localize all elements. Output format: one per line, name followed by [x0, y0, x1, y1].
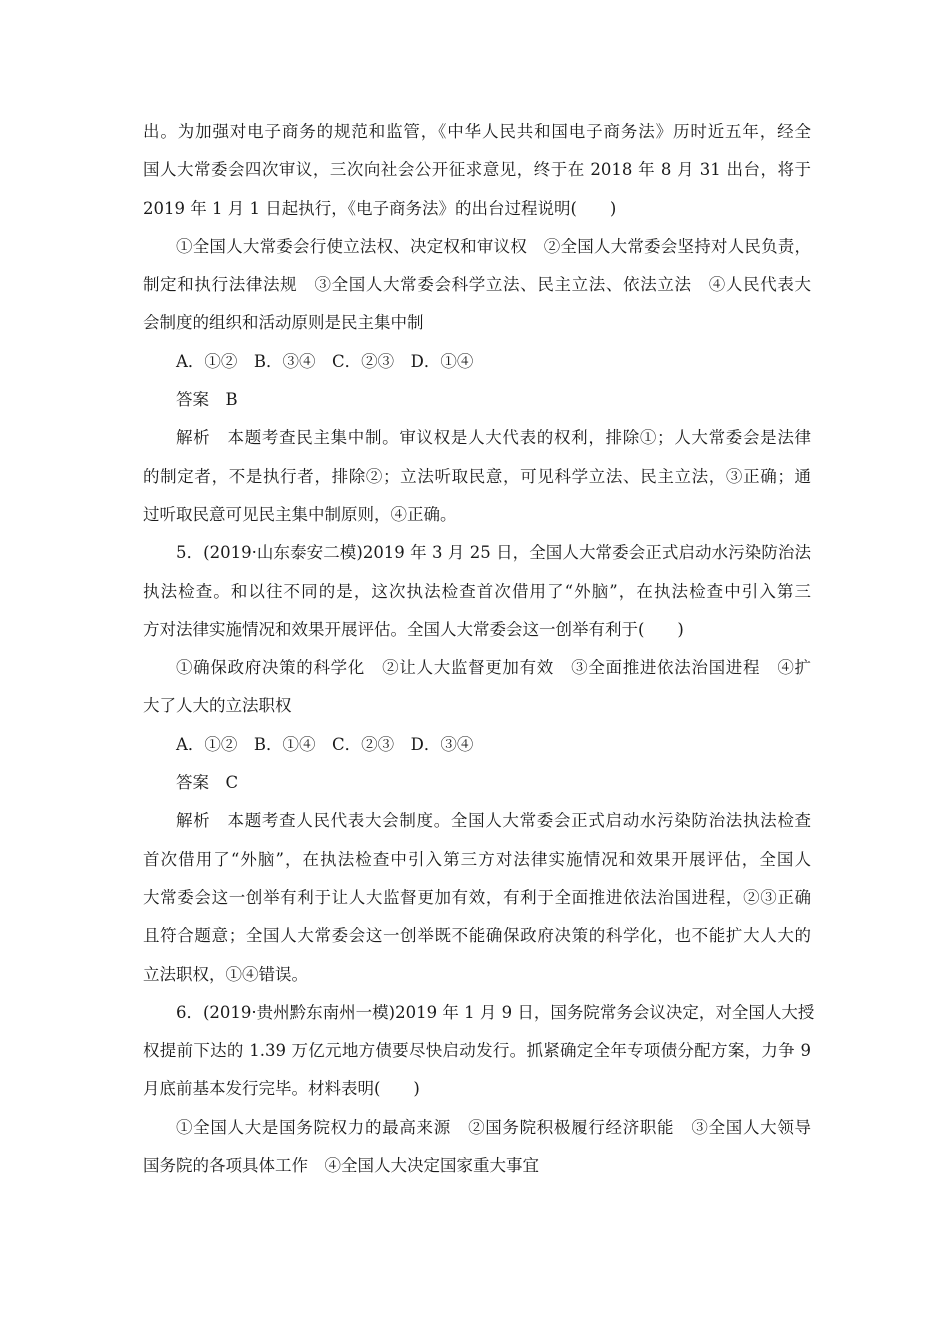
- text-line: 解析 本题考查民主集中制。审议权是人大代表的权利，排除①；人大常委会是法律: [176, 428, 811, 448]
- text-line: 2019 年 1 月 1 日起执行，《电子商务法》的出台过程说明( ): [143, 198, 617, 218]
- document-page: [143, 113, 815, 1185]
- text-line: 会制度的组织和活动原则是民主集中制: [143, 313, 424, 333]
- text-line: 出。为加强对电子商务的规范和监管，《中华人民共和国电子商务法》历时近五年，经全: [143, 122, 811, 141]
- text-line: ①全国人大常委会行使立法权、决定权和审议权 ②全国人大常委会坚持对人民负责，: [176, 236, 811, 256]
- text-line: 执法检查。和以往不同的是，这次执法检查首次借用了“外脑”，在执法检查中引入第三: [143, 581, 811, 601]
- text-line: 的制定者，不是执行者，排除②；立法听取民意，可见科学立法、民主立法，③正确；通: [143, 466, 811, 486]
- text-line: 6．(2019·贵州黔东南州一模)2019 年 1 月 9 日，国务院常务会议决定，对全国人大授: [176, 1002, 815, 1022]
- text-line: 过听取民意可见民主集中制原则，④正确。: [143, 504, 457, 524]
- text-line: 国务院的各项具体工作 ④全国人大决定国家重大事宜: [143, 1156, 539, 1176]
- text-line: ①确保政府决策的科学化 ②让人大监督更加有效 ③全面推进依法治国进程 ④扩: [176, 658, 811, 678]
- text-line: 答案 C: [176, 773, 239, 793]
- text-line: 解析 本题考查人民代表大会制度。全国人大常委会正式启动水污染防治法执法检查: [176, 811, 811, 831]
- text-line: 月底前基本发行完毕。材料表明( ): [143, 1079, 420, 1099]
- text-line: 且符合题意；全国人大常委会这一创举既不能确保政府决策的科学化，也不能扩大人大的: [143, 926, 811, 946]
- text-line: ①全国人大是国务院权力的最高来源 ②国务院积极履行经济职能 ③全国人大领导: [176, 1117, 811, 1137]
- text-line: 首次借用了“外脑”，在执法检查中引入第三方对法律实施情况和效果开展评估，全国人: [143, 849, 811, 869]
- text-line: 大常委会这一创举有利于让人大监督更加有效，有利于全面推进依法治国进程，②③正确: [143, 887, 811, 907]
- text-line: 制定和执行法律法规 ③全国人大常委会科学立法、民主立法、依法立法 ④人民代表大: [143, 275, 811, 295]
- text-line: 答案 B: [176, 390, 238, 410]
- text-line: 方对法律实施情况和效果开展评估。全国人大常委会这一创举有利于( ): [143, 619, 684, 639]
- text-line: 大了人大的立法职权: [143, 696, 292, 716]
- text-line: 权提前下达的 1.39 万亿元地方债要尽快启动发行。抓紧确定全年专项债分配方案，力争 9: [143, 1041, 811, 1061]
- text-line: 立法职权，①④错误。: [143, 964, 308, 984]
- text-line: A．①② B．①④ C．②③ D．③④: [176, 734, 474, 754]
- text-line: 5．(2019·山东泰安二模)2019 年 3 月 25 日，全国人大常委会正式启动水污染防治法: [176, 543, 811, 563]
- text-line: A．①② B．③④ C．②③ D．①④: [176, 351, 474, 371]
- text-line: 国人大常委会四次审议，三次向社会公开征求意见，终于在 2018 年 8 月 31 出台，将于: [143, 160, 811, 180]
